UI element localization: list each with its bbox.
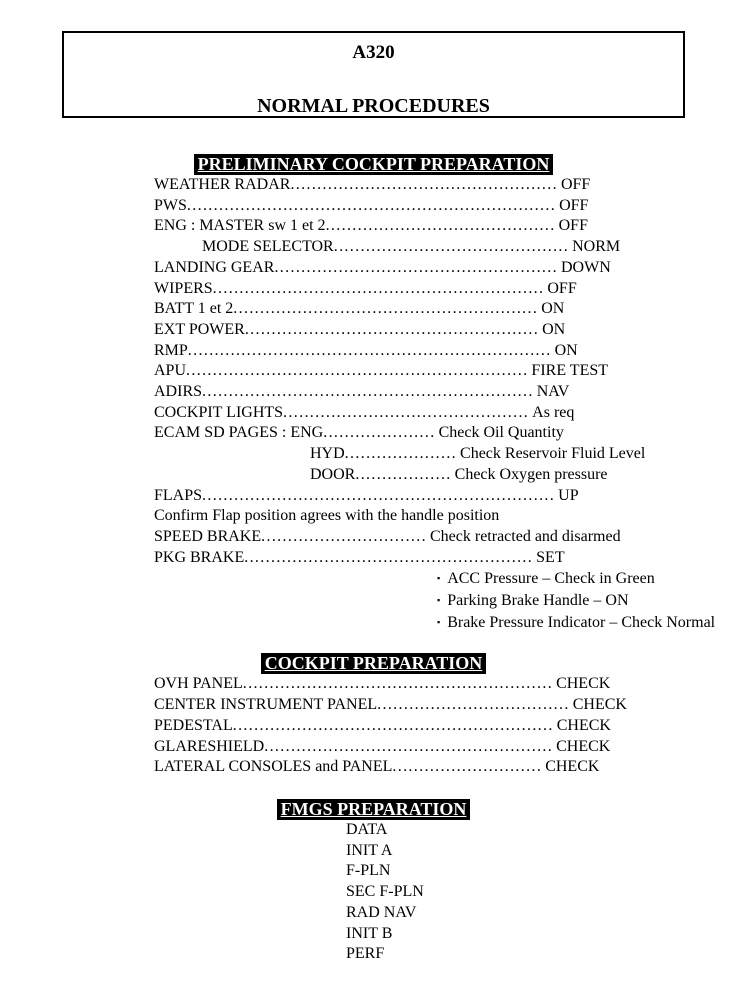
section-1 xyxy=(62,653,685,778)
section-lines xyxy=(62,175,716,633)
bullet-text: Parking Brake Handle – ON xyxy=(447,592,629,610)
title-box xyxy=(62,31,685,118)
leader-dots: ...................................................... xyxy=(244,548,534,566)
item-label: LANDING GEAR xyxy=(154,258,275,276)
bullet-square-icon: ▪ xyxy=(437,595,441,606)
checklist-item xyxy=(154,841,685,862)
leader-dots: .................................................. xyxy=(290,176,558,193)
leader-dots: .............................................................. xyxy=(202,383,534,401)
checklist-sections xyxy=(62,154,756,965)
checklist-item xyxy=(154,423,685,444)
leader-dots: ............................ xyxy=(392,758,543,776)
item-value: CHECK xyxy=(572,696,627,714)
item-value: CHECK xyxy=(556,716,611,734)
item-value: OFF xyxy=(547,279,577,297)
item-value: CHECK xyxy=(556,737,611,755)
item-label: WEATHER RADAR xyxy=(154,176,291,193)
bullet-square-icon: ▪ xyxy=(437,616,441,627)
section-header-row xyxy=(62,154,685,175)
checklist-item xyxy=(154,486,685,507)
item-value: NAV xyxy=(536,383,570,401)
document-title: A320 xyxy=(352,42,395,63)
section-lines xyxy=(62,820,685,965)
checklist-item xyxy=(154,737,685,758)
checklist-item xyxy=(154,382,685,403)
checklist-item xyxy=(154,903,685,924)
item-label: ECAM SD PAGES : ENG xyxy=(154,424,324,442)
leader-dots: .................................................................. xyxy=(202,486,556,504)
checklist-item xyxy=(154,175,685,196)
item-value: NORM xyxy=(572,238,621,256)
item-label: EXT POWER xyxy=(154,320,245,338)
item-value: CHECK xyxy=(556,675,611,693)
item-label: OVH PANEL xyxy=(154,675,243,693)
checklist-item xyxy=(154,674,685,695)
section-0 xyxy=(62,154,716,633)
item-value: SET xyxy=(536,548,565,566)
bullet-text: ACC Pressure – Check in Green xyxy=(447,570,655,588)
checklist-item xyxy=(154,403,685,424)
item-label: PEDESTAL xyxy=(154,716,233,734)
item-label: DATA xyxy=(346,820,388,838)
bullet-item xyxy=(154,612,716,634)
checklist-item xyxy=(154,320,685,341)
checklist-item xyxy=(154,465,685,486)
item-value: As req xyxy=(532,403,575,421)
item-label: COCKPIT LIGHTS xyxy=(154,403,284,421)
leader-dots: .................. xyxy=(355,465,452,483)
leader-dots: ........................................... xyxy=(325,217,556,235)
section-lines xyxy=(62,674,685,778)
leader-dots: ..................................................................... xyxy=(186,196,557,214)
document-subtitle: NORMAL PROCEDURES xyxy=(257,95,490,117)
leader-dots: .............................................. xyxy=(283,403,530,421)
bullet-square-icon: ▪ xyxy=(437,573,441,584)
item-label: CENTER INSTRUMENT PANEL xyxy=(154,696,378,714)
section-2 xyxy=(62,799,685,965)
item-label: FLAPS xyxy=(154,486,203,504)
leader-dots: ............................................ xyxy=(333,238,570,256)
item-label: INIT B xyxy=(346,924,393,942)
section-header: COCKPIT PREPARATION xyxy=(261,653,487,674)
item-value: OFF xyxy=(558,217,588,235)
item-value: ON xyxy=(542,320,566,338)
item-value: UP xyxy=(558,486,579,504)
checklist-item xyxy=(154,341,685,362)
leader-dots: .................................................................... xyxy=(187,341,552,359)
leader-dots: ..................... xyxy=(323,424,436,442)
item-label: WIPERS xyxy=(154,279,213,297)
item-label: LATERAL CONSOLES and PANEL xyxy=(154,758,393,776)
note-line: Confirm Flap position agrees with the handle position xyxy=(154,507,500,525)
leader-dots: .............................................................. xyxy=(212,279,545,297)
checklist-item xyxy=(154,279,685,300)
item-value: ON xyxy=(541,300,565,318)
item-label: F-PLN xyxy=(346,862,391,880)
checklist-item xyxy=(154,944,685,965)
leader-dots: ......................................................... xyxy=(233,300,539,318)
item-label: DOOR xyxy=(310,465,356,483)
bullet-text: Brake Pressure Indicator – Check Normal xyxy=(447,613,716,631)
item-value: CHECK xyxy=(545,758,600,776)
item-label: APU xyxy=(154,362,187,380)
item-label: PWS xyxy=(154,196,187,214)
item-label: SEC F-PLN xyxy=(346,883,424,901)
section-header: PRELIMINARY COCKPIT PREPARATION xyxy=(194,154,554,175)
leader-dots: ....................................................... xyxy=(244,320,540,338)
item-label: MODE SELECTOR xyxy=(202,238,334,256)
section-header-row xyxy=(62,653,685,674)
checklist-item xyxy=(154,716,685,737)
leader-dots: ................................................................ xyxy=(186,362,529,380)
leader-dots: .................................... xyxy=(377,696,570,714)
leader-dots: ...................................................... xyxy=(264,737,554,755)
bullet-item xyxy=(154,590,685,612)
checklist-item xyxy=(154,924,685,945)
item-label: RMP xyxy=(154,341,188,359)
item-label: PKG BRAKE xyxy=(154,548,245,566)
item-label: SPEED BRAKE xyxy=(154,527,262,545)
checklist-item xyxy=(154,695,685,716)
item-label: HYD xyxy=(310,445,345,463)
item-label: BATT 1 et 2 xyxy=(154,300,234,318)
checklist-item xyxy=(154,444,685,465)
leader-dots: ..................................................... xyxy=(274,258,558,276)
checklist-item xyxy=(154,757,685,778)
leader-dots: ............................................................ xyxy=(232,716,554,734)
item-value: Check retracted and disarmed xyxy=(429,527,621,545)
bullet-item xyxy=(154,568,685,590)
item-value: ON xyxy=(554,341,578,359)
checklist-item xyxy=(154,258,685,279)
item-label: RAD NAV xyxy=(346,903,417,921)
checklist-item xyxy=(154,237,685,258)
checklist-item xyxy=(154,216,685,237)
checklist-item xyxy=(154,820,685,841)
checklist-item xyxy=(154,299,685,320)
leader-dots: .......................................................... xyxy=(242,675,554,693)
item-label: INIT A xyxy=(346,841,393,859)
checklist-item xyxy=(154,882,685,903)
item-value: Check Reservoir Fluid Level xyxy=(460,445,646,463)
item-value: Check Oxygen pressure xyxy=(454,465,608,483)
leader-dots: ............................... xyxy=(261,527,427,545)
checklist-item xyxy=(154,196,685,217)
section-header-row xyxy=(62,799,685,820)
item-value: OFF xyxy=(559,196,589,214)
section-header: FMGS PREPARATION xyxy=(277,799,471,820)
checklist-item xyxy=(154,527,685,548)
item-label: PERF xyxy=(346,945,385,963)
checklist-item xyxy=(154,861,685,882)
item-label: ADIRS xyxy=(154,383,203,401)
item-value: Check Oil Quantity xyxy=(438,424,564,442)
leader-dots: ..................... xyxy=(344,445,458,463)
checklist-item xyxy=(154,548,685,569)
checklist-item xyxy=(154,361,685,382)
item-label: GLARESHIELD xyxy=(154,737,265,755)
item-value: DOWN xyxy=(561,258,611,276)
item-value: FIRE TEST xyxy=(531,362,609,380)
item-value: OFF xyxy=(560,176,591,193)
item-label: ENG : MASTER sw 1 et 2 xyxy=(154,217,326,235)
